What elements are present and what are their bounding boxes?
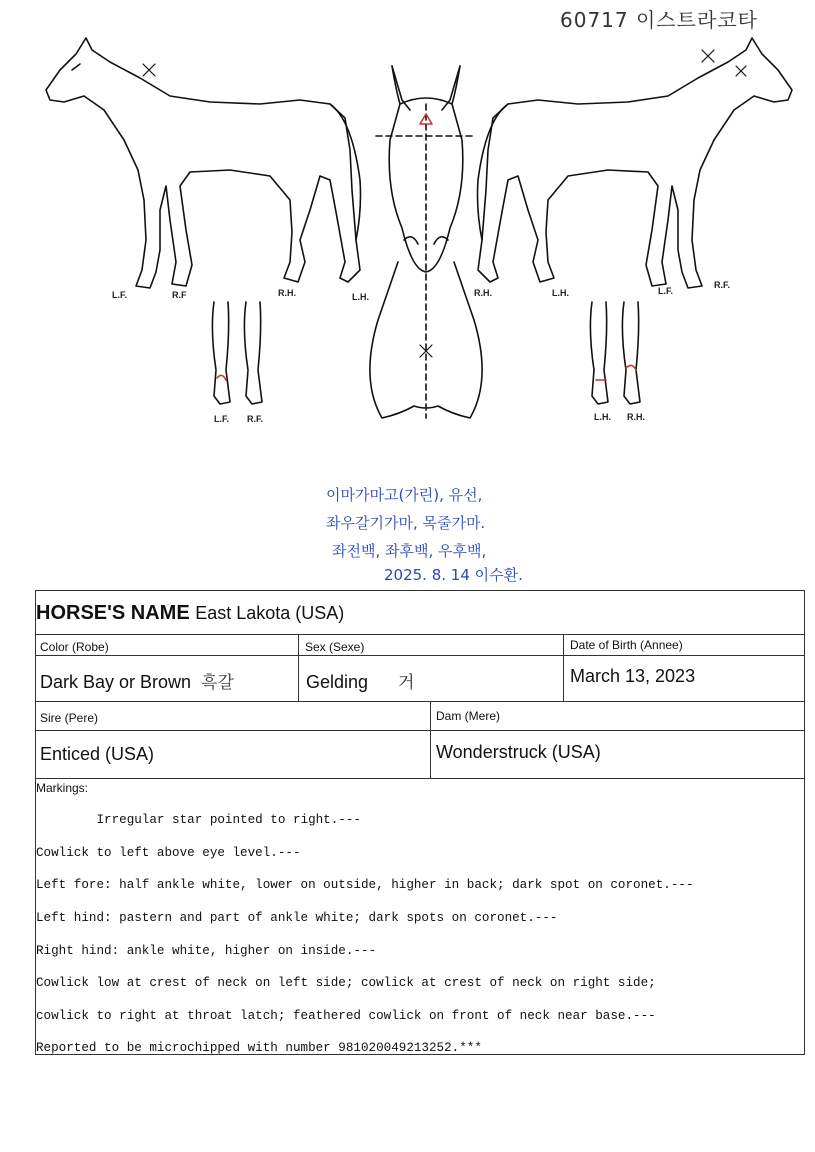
leg-label: L.H. [594, 412, 611, 422]
horse-identification-diagram [0, 0, 815, 440]
dam-value: Wonderstruck (USA) [436, 742, 601, 762]
handwritten-id: 60717 이스트라코타 [560, 8, 758, 32]
markings-line: Cowlick low at crest of neck on left side; cowlick at crest of neck on right side; [36, 976, 656, 991]
sire-value: Enticed (USA) [40, 744, 155, 764]
dam-label: Dam (Mere) [436, 709, 501, 723]
row-divider [35, 778, 805, 779]
sex-value: Gelding [306, 672, 369, 692]
leg-label: L.F. [658, 286, 673, 296]
leg-label: R.F. [714, 280, 731, 290]
markings-label: Markings: [36, 781, 89, 795]
markings-line: Cowlick to left above eye level.--- [36, 845, 301, 860]
leg-label: L.F. [214, 414, 229, 424]
markings-line: cowlick to right at throat latch; feathered cowlick on front of neck near base.--- [36, 1008, 656, 1023]
handwritten-note: 좌우갈기가마, 목줄가마. [326, 514, 486, 532]
markings-line: Left hind: pastern and part of ankle white; dark spots on coronet.--- [36, 911, 558, 926]
head-front-view-drawing [370, 66, 482, 418]
col-divider [563, 634, 564, 701]
color-label: Color (Robe) [40, 640, 109, 654]
dob-value: March 13, 2023 [570, 666, 696, 686]
row-divider [35, 634, 805, 635]
front-legs-drawing [212, 302, 262, 404]
leg-label: R.H. [278, 288, 296, 298]
leg-label: L.F. [112, 290, 127, 300]
sex-value-cell [306, 668, 414, 693]
leg-label: R.F. [247, 414, 264, 424]
horse-name-value: East Lakota (USA) [195, 603, 345, 623]
leg-label: L.H. [352, 292, 369, 302]
markings-line: Left fore: half ankle white, lower on outside, higher in back; dark spot on coronet.--- [36, 878, 694, 893]
markings-line: Right hind: ankle white, higher on inside.--- [36, 943, 377, 958]
handwritten-note: 이마가마고(가린), 유선, [326, 486, 483, 504]
color-value-cell [40, 668, 234, 693]
color-handwritten: 흑갈 [201, 673, 234, 693]
row-divider [35, 655, 805, 656]
dob-label: Date of Birth (Annee) [570, 638, 683, 652]
row-divider [35, 730, 805, 731]
markings-line: Reported to be microchipped with number 981020049213252.*** [36, 1041, 482, 1056]
col-divider [430, 701, 431, 778]
leg-label: L.H. [552, 288, 569, 298]
sire-label: Sire (Pere) [40, 711, 99, 725]
markings-text [36, 796, 694, 1073]
sex-handwritten: 거 [398, 673, 415, 693]
leg-label: R.F [172, 290, 187, 300]
sex-label: Sex (Sexe) [305, 640, 365, 654]
leg-label: R.H. [474, 288, 492, 298]
row-divider [35, 701, 805, 702]
horse-name-label: HORSE'S NAME [36, 602, 190, 624]
handwritten-note: 2025. 8. 14 이수환. [384, 566, 523, 584]
col-divider [298, 634, 299, 701]
leg-label: R.H. [627, 412, 645, 422]
left-side-horse-drawing [46, 38, 361, 288]
hind-legs-drawing [590, 302, 640, 404]
markings-line: Irregular star pointed to right.--- [36, 813, 361, 828]
horse-name-row [36, 602, 344, 625]
right-side-horse-drawing [478, 38, 793, 288]
color-value: Dark Bay or Brown [40, 672, 192, 692]
handwritten-note: 좌전백, 좌후백, 우후백, [332, 542, 487, 560]
